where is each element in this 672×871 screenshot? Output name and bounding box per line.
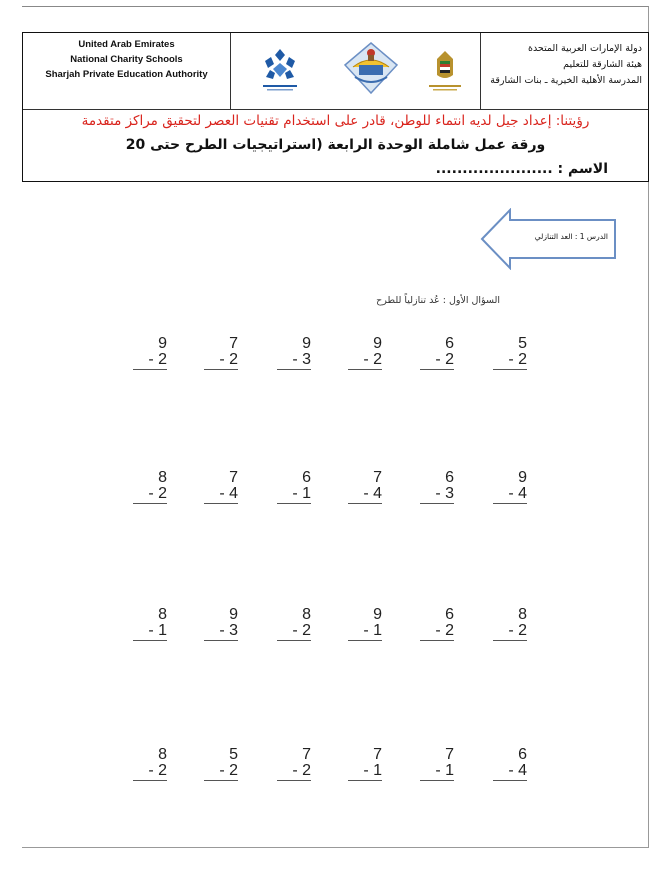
- subtrahend: - 2: [277, 622, 311, 641]
- minuend: 9: [518, 469, 527, 486]
- subtrahend: - 2: [277, 762, 311, 781]
- minuend: 8: [158, 746, 167, 763]
- subtrahend: - 2: [420, 622, 454, 641]
- subtrahend: - 1: [277, 485, 311, 504]
- subtrahend: - 2: [493, 622, 527, 641]
- english-header-cell: [23, 33, 231, 109]
- subtrahend: - 2: [420, 351, 454, 370]
- english-line-2: National Charity Schools: [70, 54, 183, 65]
- arabic-line-1: دولة الإمارات العربية المتحدة: [527, 43, 642, 54]
- minuend: 9: [302, 335, 311, 352]
- minuend: 6: [445, 335, 454, 352]
- subtrahend: - 2: [204, 762, 238, 781]
- minuend: 7: [302, 746, 311, 763]
- minuend: 9: [373, 335, 382, 352]
- minuend: 6: [302, 469, 311, 486]
- minuend: 8: [518, 606, 527, 623]
- logos-cell: [231, 33, 481, 109]
- minuend: 7: [445, 746, 454, 763]
- subtrahend: - 2: [493, 351, 527, 370]
- subtrahend: - 3: [204, 622, 238, 641]
- worksheet-title: ورقة عمل شاملة الوحدة الرابعة (استراتيجيات الطرح حتى 20: [125, 137, 546, 153]
- uae-emblem-icon: [423, 45, 467, 97]
- minuend: 5: [518, 335, 527, 352]
- vision-statement: رؤيتنا: إعداد جيل لديه انتماء للوطن، قادر على استخدام تقنيات العصر لتحقيق مراكز متقدمة: [81, 113, 590, 129]
- arabic-line-3: المدرسة الأهلية الخيرية ـ بنات الشارقة: [490, 75, 642, 86]
- minuend: 9: [373, 606, 382, 623]
- arabic-header-cell: [481, 33, 648, 109]
- header-table: [22, 32, 649, 182]
- minuend: 7: [373, 469, 382, 486]
- minuend: 5: [229, 746, 238, 763]
- subtrahend: - 1: [348, 622, 382, 641]
- subtrahend: - 2: [133, 485, 167, 504]
- minuend: 8: [158, 606, 167, 623]
- lesson-label: الدرس 1 : العد التنازلي: [534, 232, 608, 241]
- minuend: 6: [445, 469, 454, 486]
- subtrahend: - 2: [133, 762, 167, 781]
- english-line-1: United Arab Emirates: [78, 39, 175, 50]
- subtrahend: - 4: [348, 485, 382, 504]
- subtrahend: - 4: [493, 762, 527, 781]
- minuend: 7: [229, 335, 238, 352]
- subtrahend: - 1: [348, 762, 382, 781]
- minuend: 6: [445, 606, 454, 623]
- education-authority-logo-icon: [259, 45, 301, 95]
- subtrahend: - 1: [420, 762, 454, 781]
- minuend: 7: [373, 746, 382, 763]
- minuend: 9: [158, 335, 167, 352]
- header-row: [23, 33, 648, 110]
- subtrahend: - 1: [133, 622, 167, 641]
- minuend: 7: [229, 469, 238, 486]
- subtrahend: - 3: [420, 485, 454, 504]
- minuend: 8: [302, 606, 311, 623]
- english-line-3: Sharjah Private Education Authority: [45, 69, 208, 80]
- question-label: السؤال الأول : عُد تنازلياً للطرح: [376, 295, 500, 306]
- school-crest-icon: [341, 39, 401, 97]
- subtrahend: - 2: [348, 351, 382, 370]
- subtrahend: - 2: [204, 351, 238, 370]
- student-name-field: الاسم : ......................: [435, 161, 608, 177]
- minuend: 8: [158, 469, 167, 486]
- minuend: 6: [518, 746, 527, 763]
- arabic-line-2: هيئة الشارقة للتعليم: [563, 59, 642, 70]
- subtrahend: - 4: [204, 485, 238, 504]
- minuend: 9: [229, 606, 238, 623]
- subtrahend: - 4: [493, 485, 527, 504]
- subtrahend: - 3: [277, 351, 311, 370]
- subtrahend: - 2: [133, 351, 167, 370]
